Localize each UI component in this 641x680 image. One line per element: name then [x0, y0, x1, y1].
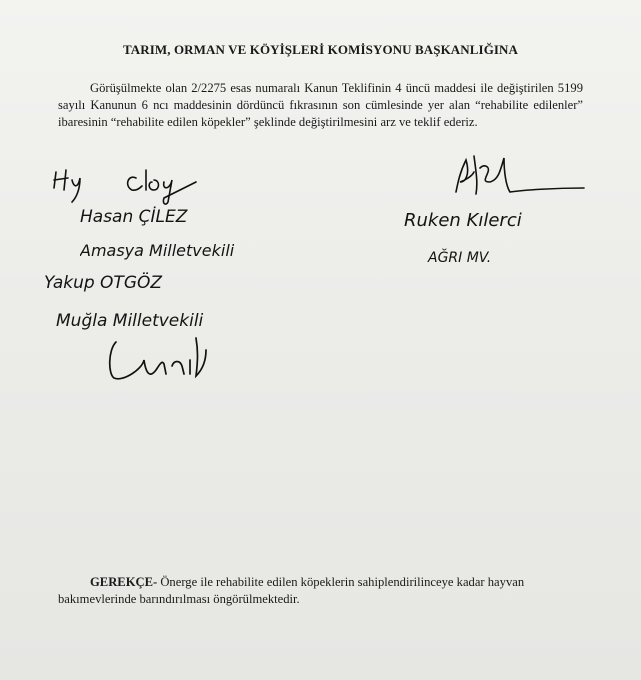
document-title: TARIM, ORMAN VE KÖYİŞLERİ KOMİSYONU BAŞKANLIĞINA — [122, 42, 519, 57]
signatory-title: AĞRI MV. — [428, 250, 492, 266]
reason-label: GEREKÇE- — [90, 575, 158, 589]
signatory-name: Yakup OTGÖZ — [44, 273, 163, 293]
signature-scribble — [102, 330, 222, 390]
motion-text: Görüşülmekte olan 2/2275 esas numaralı Kanun Teklifinin 4 üncü maddesi ile değiştirilen 5199 sayılı Kanunun 6 ncı maddesinin dördüncü fıkrasının son cümlesinde yer alan “rehabilite edilenler” ibaresinin “rehabilite edilen köpekler” şeklinde değiştirilmesini arz ve teklif ederiz. — [58, 81, 583, 129]
signature-block-yakup-otgoz — [44, 266, 324, 346]
motion-paragraph — [58, 80, 583, 131]
signatory-title: Amasya Milletvekili — [80, 241, 235, 260]
signatory-name: Hasan ÇİLEZ — [80, 207, 188, 227]
signatory-name: Ruken Kılerci — [404, 210, 522, 231]
reason-paragraph — [58, 574, 583, 608]
reason-text: Önerge ile rehabilite edilen köpeklerin sahiplendirilinceye kadar hayvan bakımevlerinde barındırılması öngörülmektedir. — [58, 575, 525, 606]
signature-block-hasan-cilez — [50, 168, 250, 258]
signatory-title: Muğla Milletvekili — [56, 311, 204, 331]
